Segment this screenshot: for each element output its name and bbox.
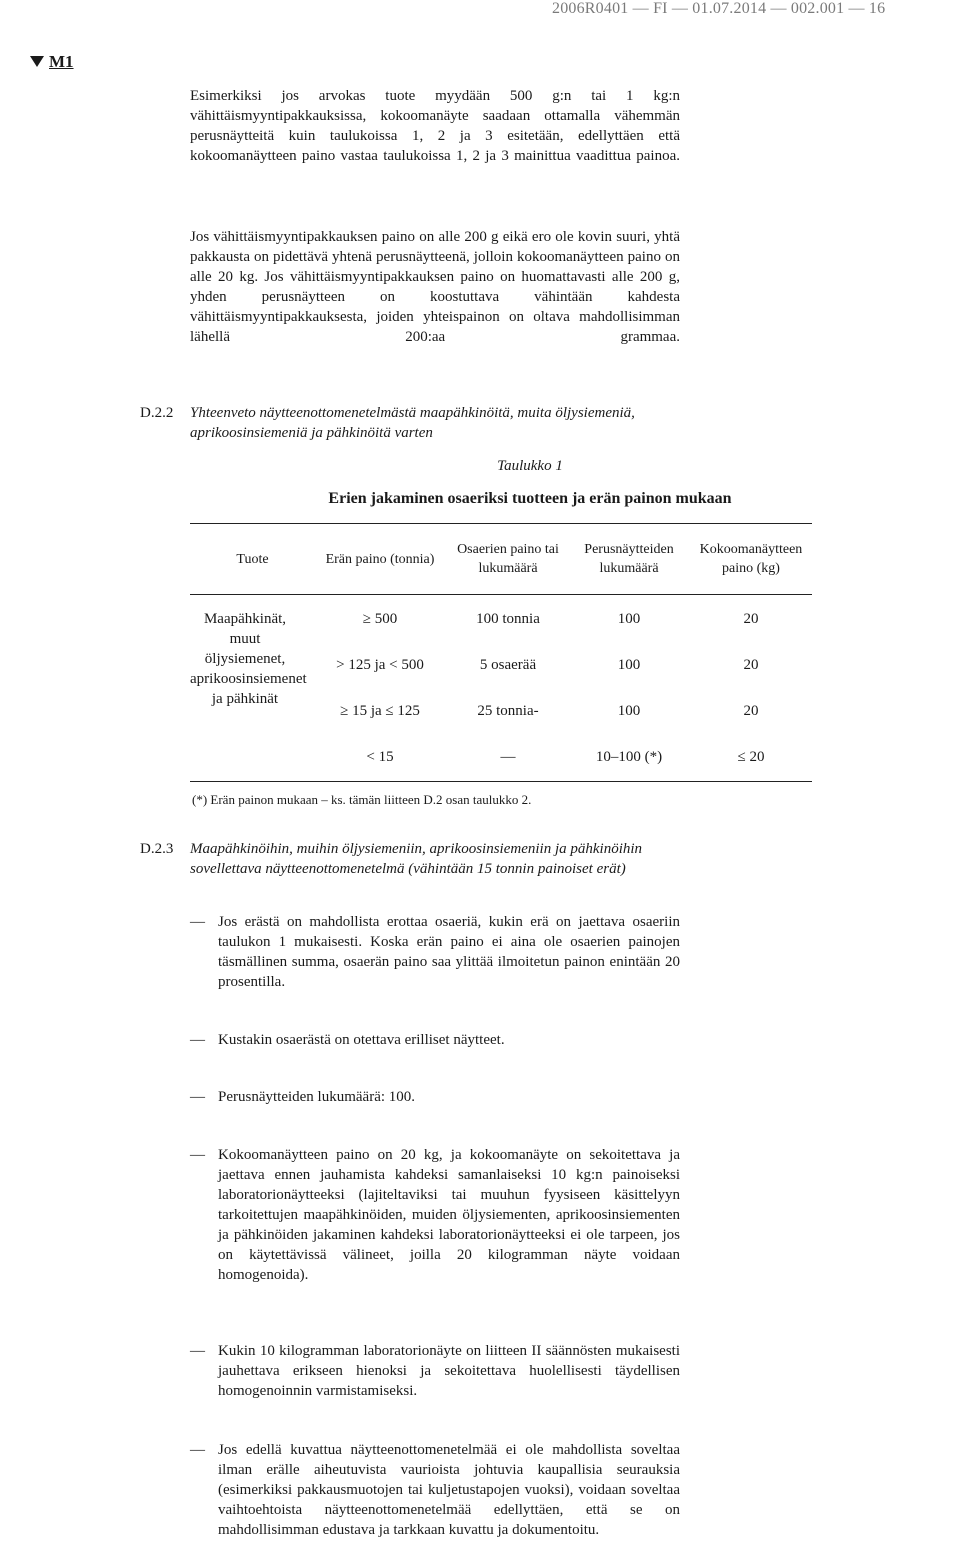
table-cell-count: 100 bbox=[617, 657, 641, 673]
list-item: Kokoomanäytteen paino on 20 kg, ja kokoomanäyte on sekoitettava ja jaettava ennen jauhamista kahdeksi samanlaiseksi 10 kg:n painoiseksi laboratorionäytteeksi (lajiteltaviksi tai muuhun fyysiseen käsittelyyn tarkoitettujen maapähkinöiden, muiden öljysiementen, aprikoosinsiementen ja pähkinöiden jakaminen kahdeksi laboratorionäytteeksi ei ole tarpeen, jos on käytettävissä välineet, joilla 20 kilogramman näyte voidaan homogenoida). bbox=[218, 1147, 680, 1283]
table-product-cell: Maapähkinät, muut öljysiemenet, aprikoosinsiemenet ja pähkinät bbox=[190, 611, 307, 707]
table-cell-weight: > 125 ja < 500 bbox=[336, 657, 424, 673]
section-title-d22: Yhteenveto näytteenottomenetelmästä maapähkinöitä, muita öljysiemeniä, aprikoosinsiemeniä ja pähkinöitä varten bbox=[190, 405, 635, 441]
section-number-d23: D.2.3 bbox=[140, 841, 174, 857]
table-header-sublot: Osaerien paino tai lukumäärä bbox=[457, 542, 559, 576]
table-header-rule bbox=[190, 594, 812, 595]
list-item: Jos erästä on mahdollista erottaa osaeriä, kukin erä on jaettava osaeriin taulukon 1 mukaisesti. Koska erän paino ei aina ole osaerien painojen täsmällinen summa, osaerän paino saa ylittää ilmoitetun painon enintään 20 prosentilla. bbox=[218, 914, 680, 990]
table-bottom-rule bbox=[190, 781, 812, 782]
table-cell-sublot: 100 tonnia bbox=[476, 611, 540, 627]
dash-marker: — bbox=[190, 1442, 205, 1458]
table-cell-sample: 20 bbox=[743, 611, 759, 627]
table-cell-count: 100 bbox=[617, 703, 641, 719]
dash-marker: — bbox=[190, 1032, 205, 1048]
list-item: Jos edellä kuvattua näytteenottomenetelmää ei ole mahdollista soveltaa ilman erälle aiheutuvista vaurioista johtuvia kaupallisia seurauksia (esimerkiksi pakkausmuotojen tai kuljetustapojen vuoksi), voidaan soveltaa vaihtoehtoista näytteenottomenetelmää edellyttäen, että se on mahdollisimman edustava ja tarkkaan kuvattu ja dokumentoitu. bbox=[218, 1442, 680, 1538]
dash-marker: — bbox=[190, 914, 205, 930]
table-cell-sample: 20 bbox=[743, 703, 759, 719]
table-cell-count: 100 bbox=[617, 611, 641, 627]
running-header: 2006R0401 — FI — 01.07.2014 — 002.001 — 16 bbox=[552, 0, 886, 17]
list-item: Kukin 10 kilogramman laboratorionäyte on liitteen II säännösten mukaisesti jauhettava erikseen hienoksi ja sekoitettava huolellisesti täydellisen homogenoinnin varmistamiseksi. bbox=[218, 1343, 680, 1399]
dash-marker: — bbox=[190, 1343, 205, 1359]
amendment-label: M1 bbox=[49, 52, 74, 71]
paragraph-retail-sample: Esimerkiksi jos arvokas tuote myydään 500 g:n tai 1 kg:n vähittäismyyntipakkauksissa, kokoomanäyte saadaan ottamalla vähemmän perusnäytteitä kuin taulukoissa 1, 2 ja 3 esitetään, edellyttäen että kokoomanäytteen paino vastaa taulukoissa 1, 2 ja 3 mainittua vaadittua painoa. bbox=[190, 88, 680, 164]
table-cell-weight: ≥ 15 ja ≤ 125 bbox=[340, 703, 420, 719]
dash-marker: — bbox=[190, 1089, 205, 1105]
dash-marker: — bbox=[190, 1147, 205, 1163]
table-caption: Taulukko 1 bbox=[497, 458, 563, 474]
table-cell-weight: < 15 bbox=[366, 749, 394, 765]
table-cell-weight: ≥ 500 bbox=[362, 611, 398, 627]
list-item: Perusnäytteiden lukumäärä: 100. bbox=[218, 1089, 416, 1105]
table-title: Erien jakaminen osaeriksi tuotteen ja erän painon mukaan bbox=[328, 490, 732, 507]
list-item: Kustakin osaerästä on otettava erilliset näytteet. bbox=[218, 1032, 505, 1048]
triangle-down-icon bbox=[30, 56, 44, 67]
table-cell-sample: ≤ 20 bbox=[737, 749, 765, 765]
paragraph-small-package: Jos vähittäismyyntipakkauksen paino on alle 200 g eikä ero ole kovin suuri, yhtä pakkausta on pidettävä yhtenä perusnäytteenä, jolloin kokoomanäytteen paino on alle 20 kg. Jos vähittäismyyntipakkauksen paino on huomattavasti alle 200 g, yhden perusnäytteen on koostuttava vähintään kahdesta vähittäismyyntipakkauksesta, joiden yhteispainon on oltava mahdollisimman lähellä 200:aa grammaa. bbox=[190, 229, 680, 345]
table-header-incremental-count: Perusnäytteiden lukumäärä bbox=[584, 542, 674, 576]
table-header-product: Tuote bbox=[236, 552, 269, 567]
table-cell-sublot: — bbox=[500, 749, 516, 765]
table-top-rule bbox=[190, 523, 812, 524]
table-cell-sample: 20 bbox=[743, 657, 759, 673]
table-header-aggregate-weight: Kokoomanäytteen paino (kg) bbox=[699, 542, 803, 576]
section-title-d23: Maapähkinöihin, muihin öljysiemeniin, aprikoosinsiemeniin ja pähkinöihin sovellettava näytteenottomenetelmä (vähintään 15 tonnin painoiset erät) bbox=[190, 841, 643, 877]
table-footnote: (*) Erän painon mukaan – ks. tämän liitteen D.2 osan taulukko 2. bbox=[192, 792, 532, 807]
table-cell-count: 10–100 (*) bbox=[595, 749, 663, 765]
table-cell-sublot: 25 tonnia- bbox=[477, 703, 539, 719]
amendment-marker bbox=[30, 52, 74, 72]
table-header-lot-weight: Erän paino (tonnia) bbox=[325, 552, 435, 567]
table-cell-sublot: 5 osaerää bbox=[479, 657, 537, 673]
section-number-d22: D.2.2 bbox=[140, 405, 174, 421]
